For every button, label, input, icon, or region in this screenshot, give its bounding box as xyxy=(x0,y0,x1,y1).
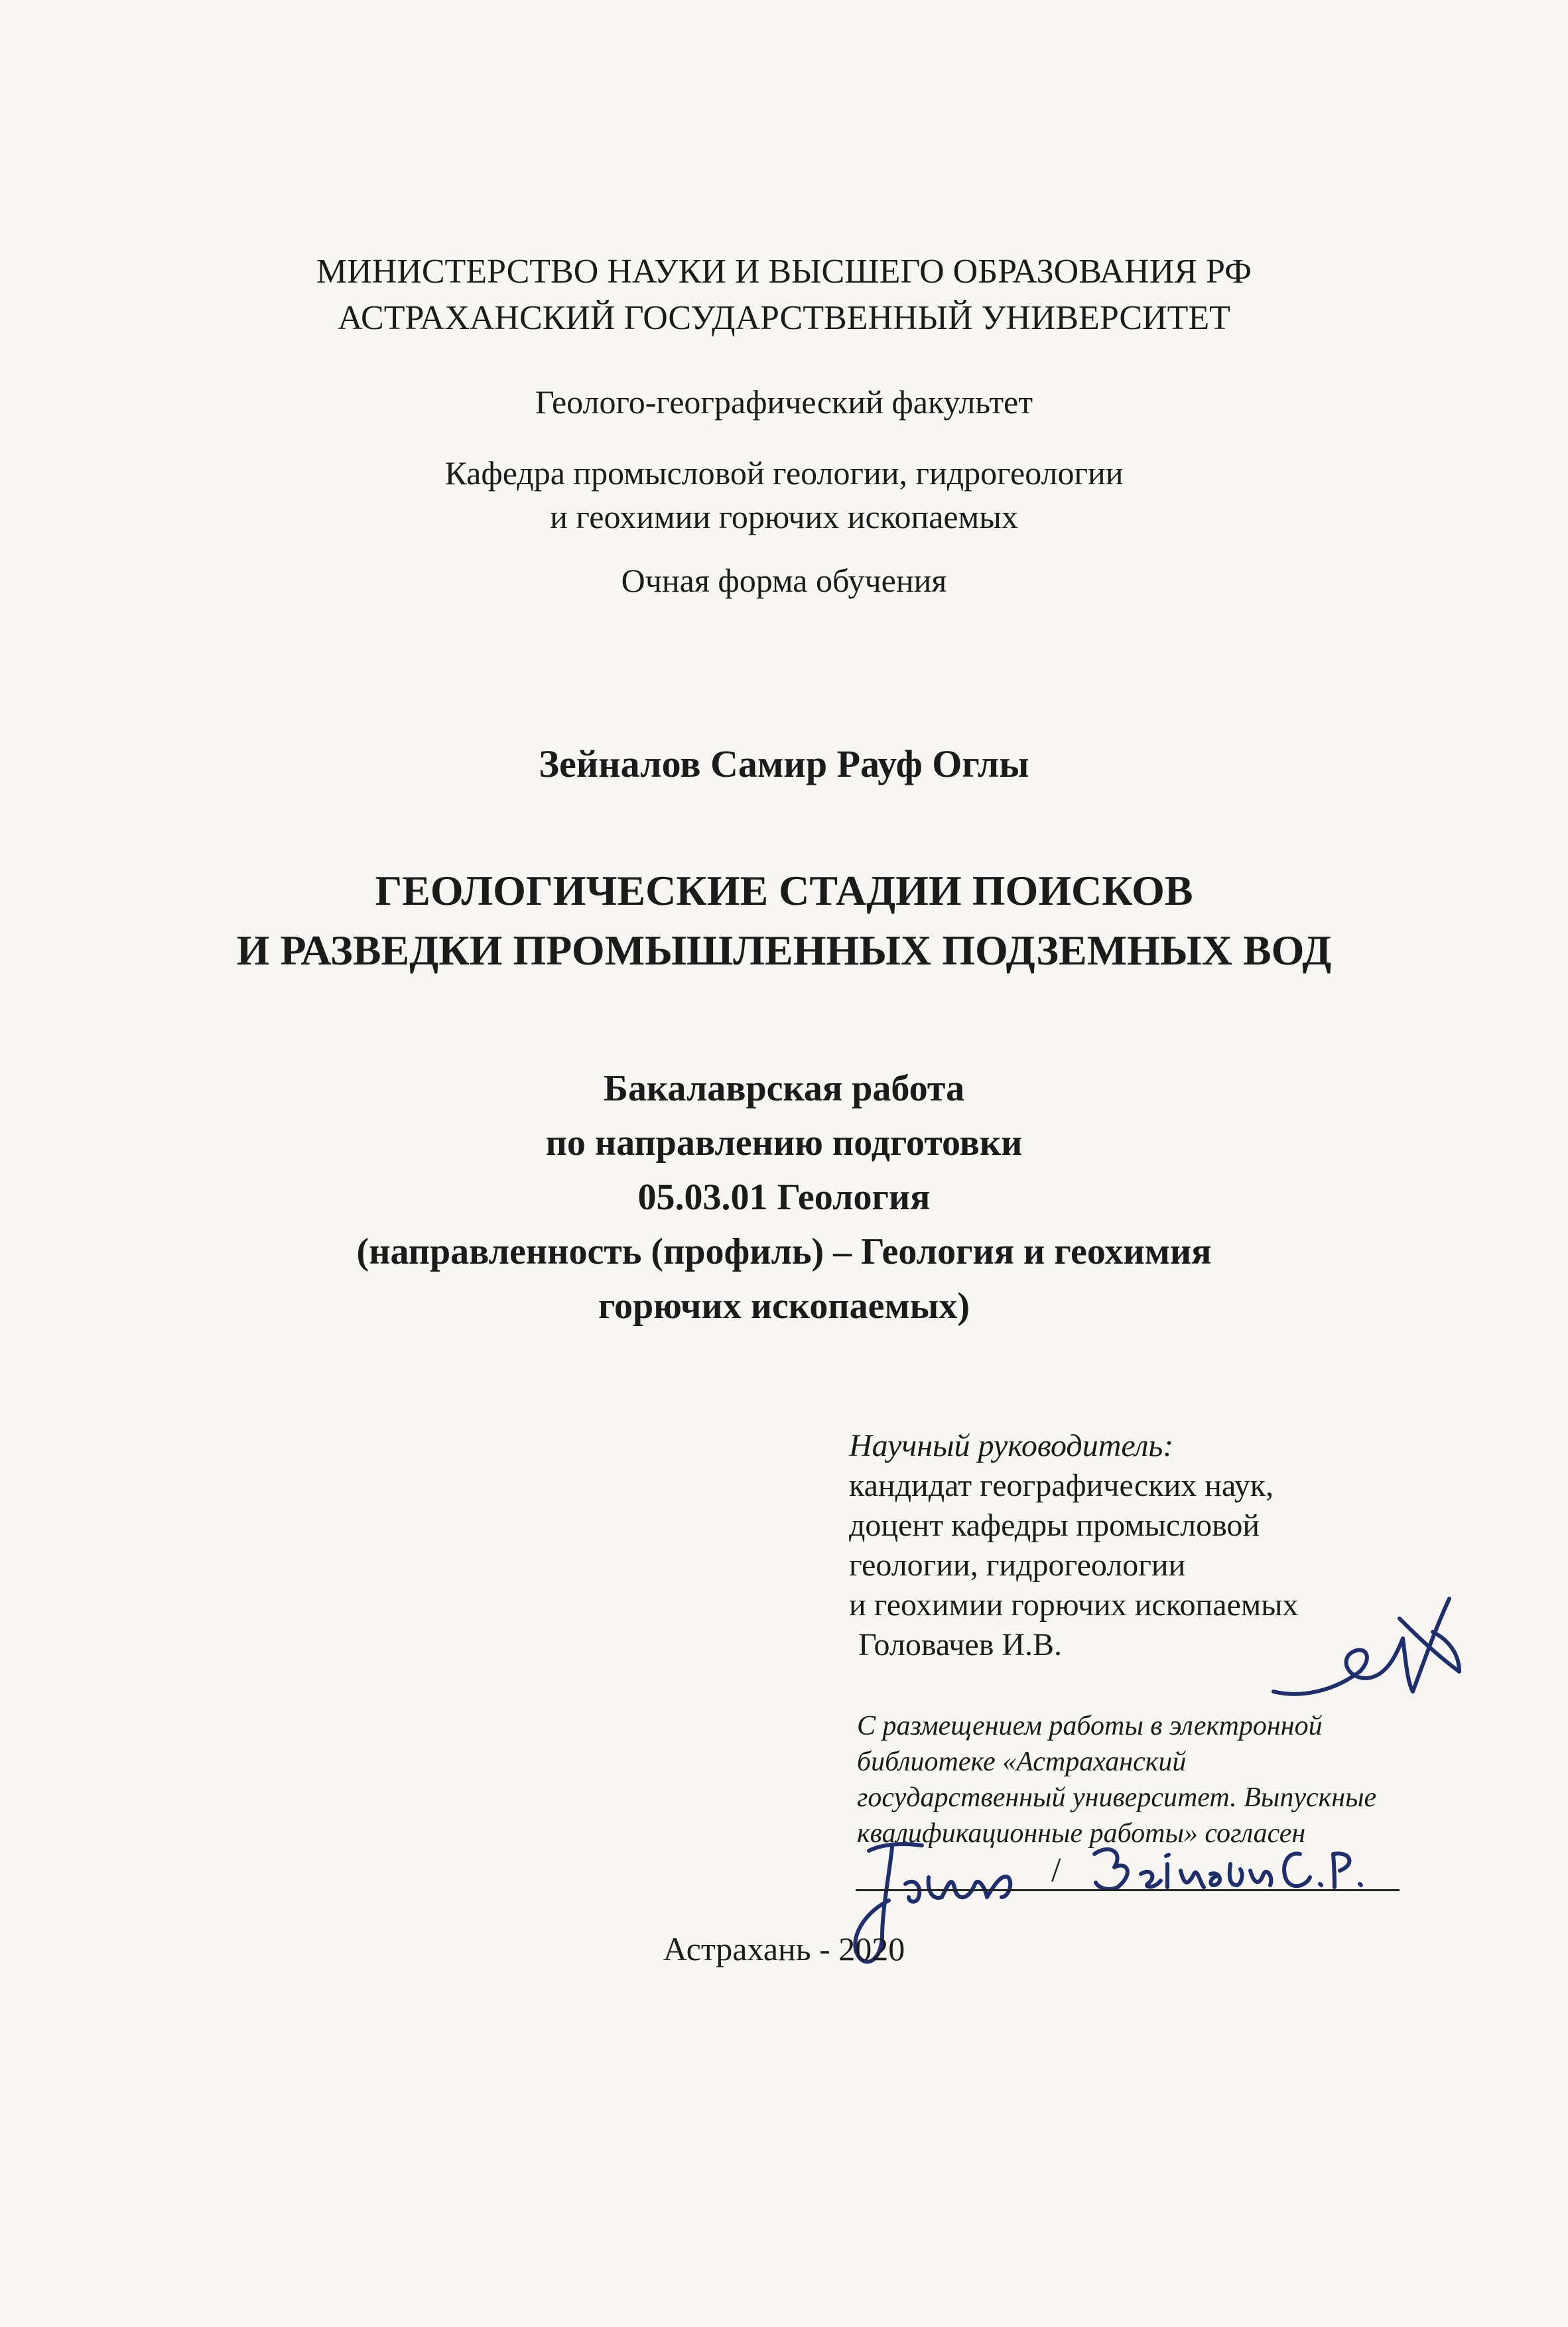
study-form-block xyxy=(0,559,1568,602)
faculty-name: Геолого-географический факультет xyxy=(535,383,1033,421)
student-name-handwritten xyxy=(1088,1837,1400,1904)
study-form: Очная форма обучения xyxy=(621,562,947,599)
consent-block xyxy=(857,1708,1376,1851)
consent-line-4: квалификационные работы» согласен xyxy=(857,1818,1306,1849)
consent-line-1: С размещением работы в электронной xyxy=(857,1711,1323,1741)
author-block xyxy=(0,738,1568,791)
supervisor-position: доцент кафедры промысловой xyxy=(849,1508,1260,1543)
department-line-1: Кафедра промысловой геологии, гидрогеологии xyxy=(444,454,1124,492)
profile-line-2: горючих ископаемых) xyxy=(598,1286,970,1327)
signature-separator: / xyxy=(1051,1851,1061,1889)
ministry-block xyxy=(0,249,1568,342)
consent-line-3: государственный университет. Выпускные xyxy=(857,1782,1377,1813)
supervisor-department-2: и геохимии горючих ископаемых xyxy=(849,1587,1299,1623)
thesis-title-line-2: И РАЗВЕДКИ ПРОМЫШЛЕННЫХ ПОДЗЕМНЫХ ВОД xyxy=(236,927,1332,974)
department-line-2: и геохимии горючих ископаемых xyxy=(550,498,1018,535)
ministry-name: МИНИСТЕРСТВО НАУКИ И ВЫСШЕГО ОБРАЗОВАНИЯ РФ xyxy=(316,253,1252,291)
university-name: АСТРАХАНСКИЙ ГОСУДАРСТВЕННЫЙ УНИВЕРСИТЕТ xyxy=(338,299,1230,337)
department-block xyxy=(0,451,1568,539)
direction-code: 05.03.01 Геология xyxy=(637,1177,931,1218)
thesis-title-line-1: ГЕОЛОГИЧЕСКИЕ СТАДИИ ПОИСКОВ xyxy=(375,867,1193,914)
supervisor-signature xyxy=(1260,1592,1479,1718)
supervisor-block xyxy=(849,1426,1298,1665)
faculty-block xyxy=(0,379,1568,425)
profile-line-1: (направленность (профиль) – Геология и геохимия xyxy=(356,1231,1212,1272)
signature-line xyxy=(856,1889,1400,1891)
thesis-title xyxy=(0,861,1568,980)
supervisor-label: Научный руководитель: xyxy=(849,1428,1174,1463)
work-type: Бакалаврская работа xyxy=(603,1068,965,1109)
direction-label: по направлению подготовки xyxy=(545,1122,1023,1164)
supervisor-degree: кандидат географических наук, xyxy=(849,1468,1274,1503)
supervisor-name: Головачев И.В. xyxy=(858,1627,1063,1662)
author-name: Зейналов Самир Рауф Оглы xyxy=(539,742,1029,785)
city-year: Астрахань - 2020 xyxy=(663,1930,905,1967)
work-info xyxy=(0,1061,1568,1333)
consent-line-2: библиотеке «Астраханский xyxy=(857,1747,1187,1777)
supervisor-department-1: геологии, гидрогеологии xyxy=(849,1548,1186,1583)
city-year-block xyxy=(0,1927,1568,1971)
